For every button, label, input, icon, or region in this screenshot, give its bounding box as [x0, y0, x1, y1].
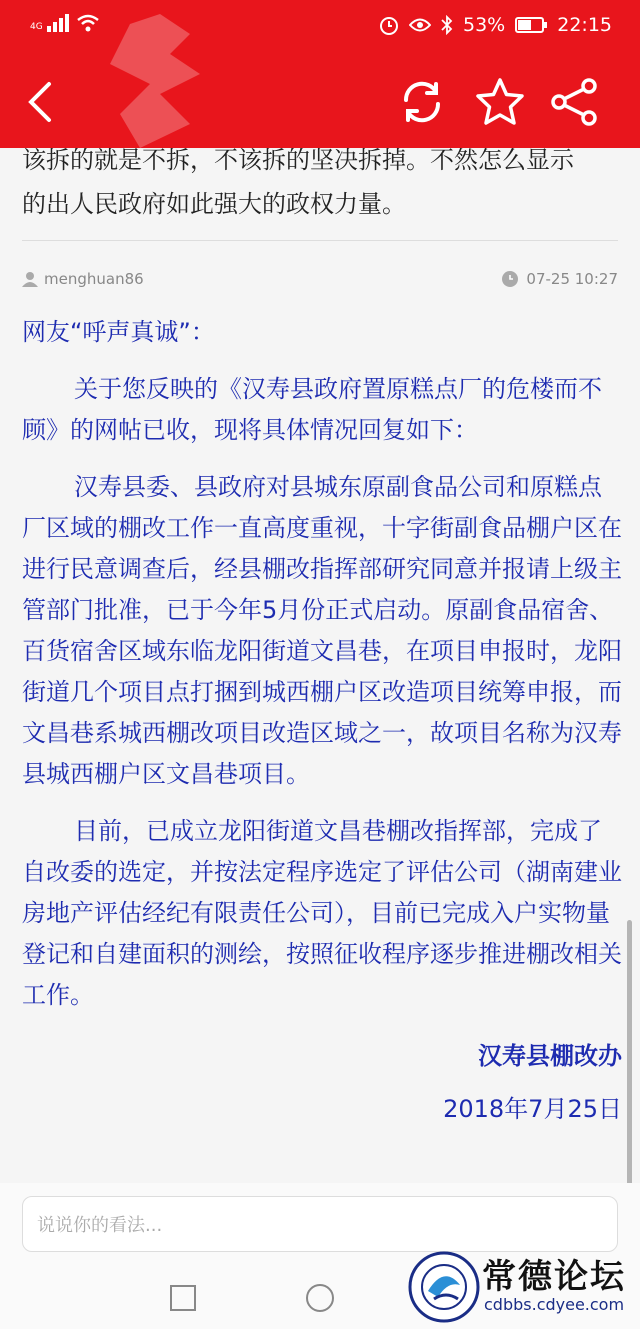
forum-url: cdbbs.cdyee.com	[484, 1295, 625, 1314]
refresh-button[interactable]	[392, 72, 452, 132]
previous-post-text	[22, 148, 622, 226]
refresh-icon	[398, 78, 446, 126]
wifi-icon	[77, 14, 99, 32]
post-paragraph: 关于您反映的《汉寿县政府置原糕点厂的危楼而不顾》的网帖已收，现将具体情况回复如下：	[22, 375, 602, 444]
share-icon	[549, 77, 601, 127]
post-timestamp: 07-25 10:27	[526, 270, 618, 288]
battery-percent: 53%	[463, 14, 506, 36]
recent-apps-icon[interactable]	[170, 1285, 196, 1311]
post-greeting: 网友“呼声真诚”：	[22, 318, 215, 346]
author-name: menghuan86	[44, 270, 144, 288]
previous-post-line: 该拆的就是不拆，不该拆的坚决拆掉。不然怎么显示	[22, 148, 574, 174]
eye-icon	[409, 17, 431, 33]
signal-icon	[47, 14, 71, 32]
alarm-icon	[379, 15, 399, 35]
comment-input[interactable]	[22, 1196, 618, 1252]
status-bar	[0, 0, 640, 58]
battery-icon	[515, 17, 547, 33]
favorite-button[interactable]	[470, 72, 530, 132]
comment-placeholder: 说说你的看法...	[37, 1215, 163, 1236]
network-label: 4G	[30, 22, 43, 32]
signal-group	[30, 14, 99, 32]
thread-content[interactable]	[0, 148, 640, 1183]
scrollbar[interactable]	[627, 920, 632, 1222]
home-icon[interactable]	[305, 1283, 335, 1313]
post-paragraph: 目前，已成立龙阳街道文昌巷棚改指挥部，完成了自改委的选定，并按法定程序选定了评估公司（湖南建业房地产评估经纪有限责任公司），目前已完成入户实物量登记和自建面积的测绘，按照征收程序逐步推进棚改相关工作。	[22, 817, 622, 1009]
user-icon	[22, 271, 38, 287]
star-icon	[474, 77, 526, 127]
clock-icon	[502, 271, 518, 287]
forum-watermark	[408, 1247, 640, 1329]
post-author[interactable]	[22, 270, 144, 288]
forum-seal-icon	[408, 1251, 480, 1323]
post-body	[22, 312, 622, 1130]
clock: 22:15	[557, 14, 612, 36]
post-date: 2018年7月25日	[443, 1095, 622, 1123]
post-time	[502, 270, 618, 288]
post-meta	[22, 270, 618, 294]
post-signature: 汉寿县棚改办	[478, 1042, 622, 1070]
previous-post-line: 的出人民政府如此强大的政权力量。	[22, 190, 406, 218]
back-icon	[25, 80, 55, 124]
back-button[interactable]	[10, 72, 70, 132]
share-button[interactable]	[545, 72, 605, 132]
post-paragraph: 汉寿县委、县政府对县城东原副食品公司和原糕点厂区域的棚改工作一直高度重视，十字街副食品棚户区在进行民意调查后，经县棚改指挥部研究同意并报请上级主管部门批准，已于今年5月份正式启动。原副食品宿舍、百货宿舍区域东临龙阳街道文昌巷，在项目申报时，龙阳街道几个项目点打捆到城西棚户区改造项目统筹申报，而文昌巷系城西棚改项目改造区域之一，故项目名称为汉寿县城西棚户区文昌巷项目。	[22, 473, 622, 788]
status-right	[379, 14, 612, 36]
bluetooth-icon	[441, 15, 453, 35]
post-divider	[22, 240, 618, 241]
forum-name: 常德论坛	[482, 1257, 626, 1297]
app-header	[0, 0, 640, 148]
